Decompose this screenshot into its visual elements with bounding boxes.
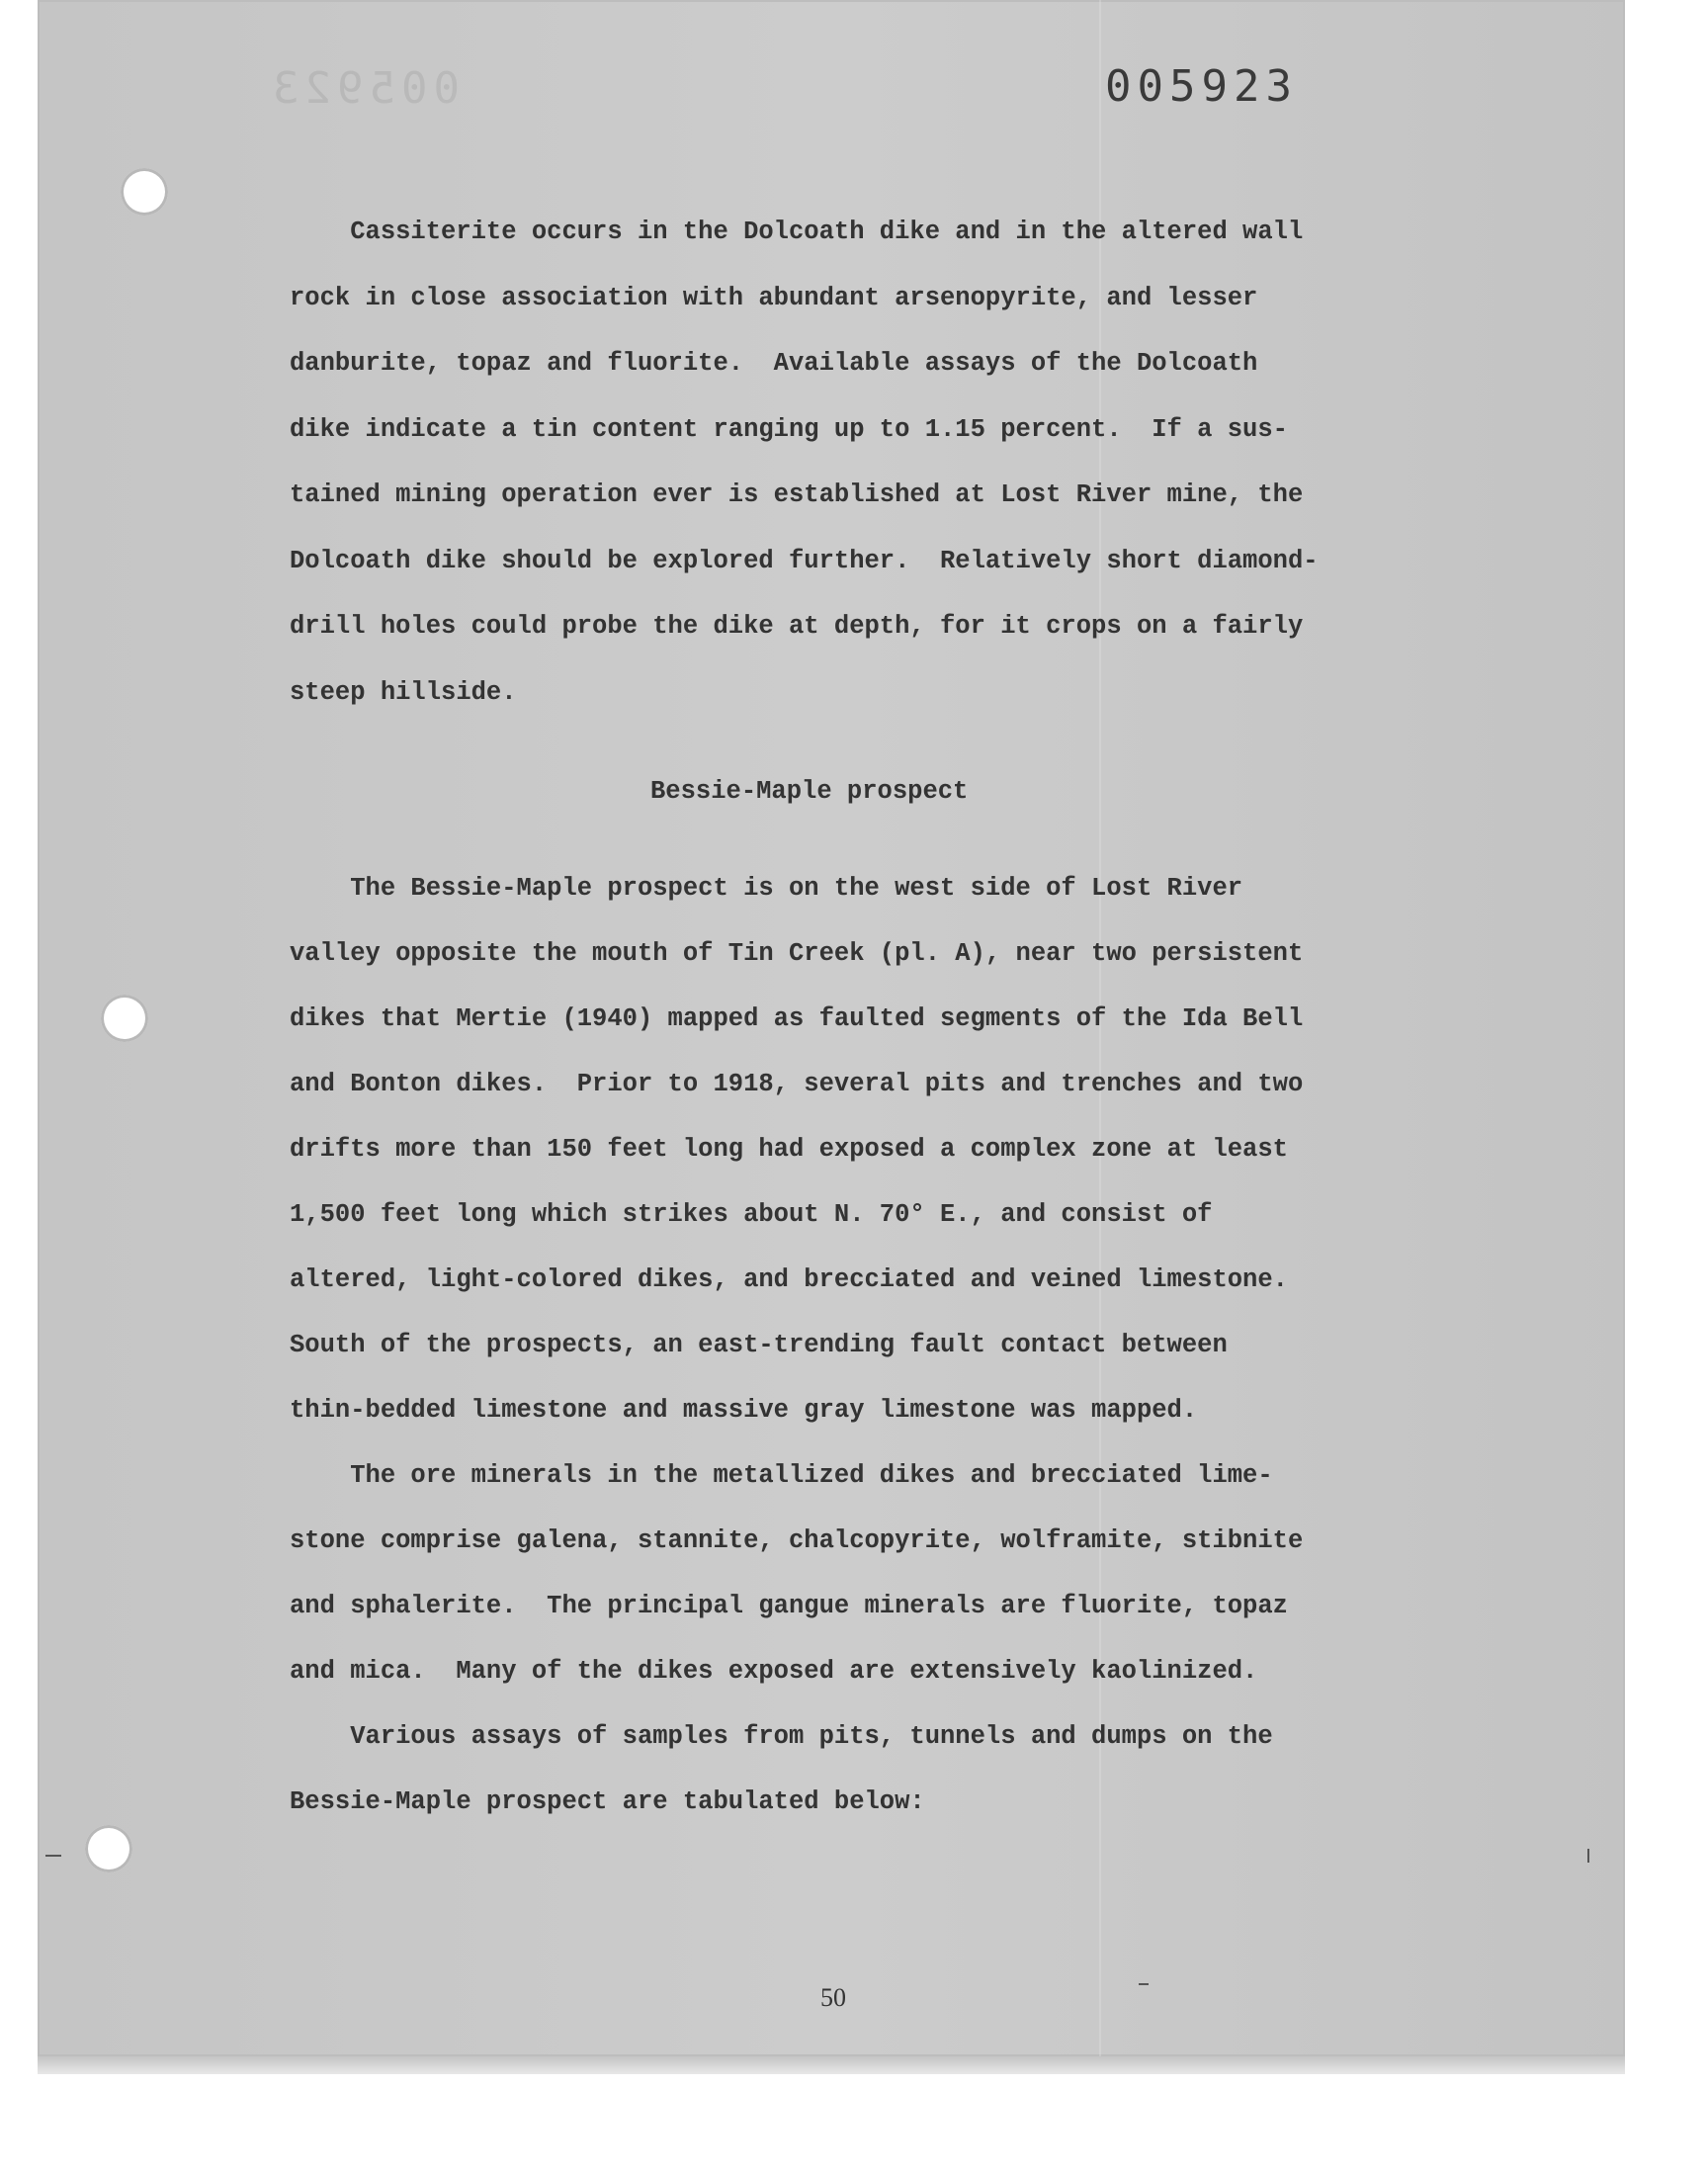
section-heading: Bessie-Maple prospect [650,777,969,806]
text-line: and sphalerite. The principal gangue minerals are fluorite, topaz [290,1592,1288,1620]
text-line: South of the prospects, an east-trending fault contact between [290,1331,1228,1359]
text-line: drifts more than 150 feet long had exposed a complex zone at least [290,1135,1288,1164]
text-line: thin-bedded limestone and massive gray limestone was mapped. [290,1396,1198,1425]
text-line: danburite, topaz and fluorite. Available assays of the Dolcoath [290,349,1258,378]
text-line: rock in close association with abundant arsenopyrite, and lesser [290,284,1258,312]
text-line: and Bonton dikes. Prior to 1918, several pits and trenches and two [290,1070,1304,1098]
text-line: Dolcoath dike should be explored further. Relatively short diamond- [290,547,1319,575]
text-line: valley opposite the mouth of Tin Creek (pl. A), near two persistent [290,939,1304,968]
punch-hole-top [121,168,168,216]
document-stamp-number: 005923 [1105,61,1298,112]
text-line: 1,500 feet long which strikes about N. 70° E., and consist of [290,1200,1213,1229]
stray-mark [1139,1983,1149,1985]
text-line: Bessie-Maple prospect are tabulated below: [290,1787,925,1816]
page-bottom-edge [38,2056,1625,2074]
text-line: The Bessie-Maple prospect is on the west side of Lost River [290,874,1243,903]
text-line: dikes that Mertie (1940) mapped as faulted segments of the Ida Bell [290,1004,1304,1033]
stray-mark [45,1855,61,1857]
page-number: 50 [820,1983,846,2012]
text-line: drill holes could probe the dike at depth, for it crops on a fairly [290,612,1304,641]
stray-mark [1587,1849,1589,1863]
text-line: Various assays of samples from pits, tunnels and dumps on the [290,1722,1273,1751]
text-line: and mica. Many of the dikes exposed are extensively kaolinized. [290,1657,1258,1686]
text-line: The ore minerals in the metallized dikes and brecciated lime- [290,1461,1273,1490]
punch-hole-bottom [85,1825,132,1872]
text-line: stone comprise galena, stannite, chalcopyrite, wolframite, stibnite [290,1526,1304,1555]
text-line: altered, light-colored dikes, and brecciated and veined limestone. [290,1265,1288,1294]
text-line: dike indicate a tin content ranging up to 1.15 percent. If a sus- [290,415,1288,444]
text-line: steep hillside. [290,678,517,707]
bleed-through-stamp: 005923 [267,63,460,114]
text-line: tained mining operation ever is established at Lost River mine, the [290,480,1304,509]
punch-hole-middle [101,995,148,1042]
text-line: Cassiterite occurs in the Dolcoath dike and in the altered wall [290,218,1304,246]
